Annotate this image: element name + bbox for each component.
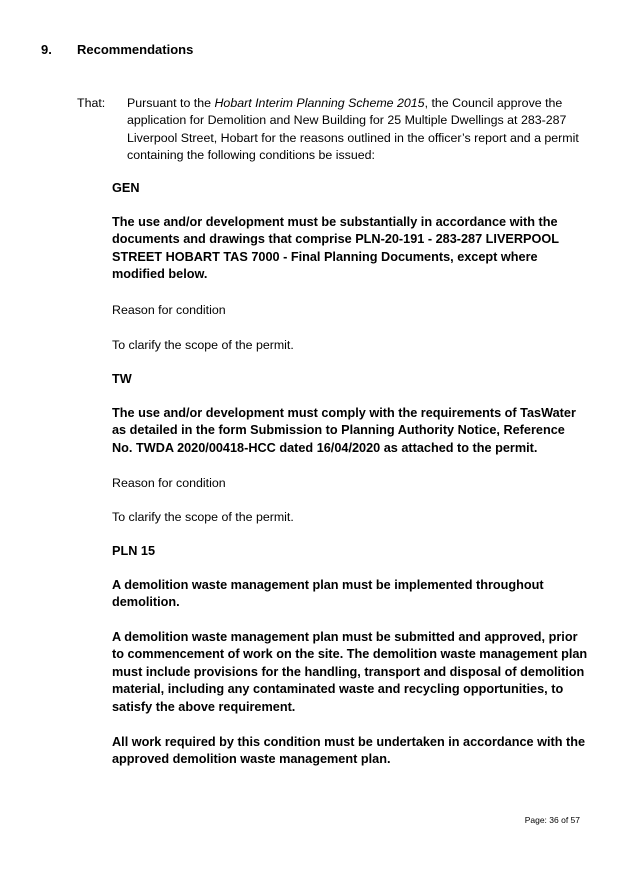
condition-text-pln15-2: A demolition waste management plan must be submitted and approved, prior to commencement of work on the site. The demolition waste management plan must include provisions for the handling, transport and disposal of demolition material, including any contaminated waste and recycling opportunities, to satisfy the above requirement. <box>112 630 588 714</box>
condition-code-gen: GEN <box>112 181 140 195</box>
resolution-label: That: <box>77 96 106 110</box>
condition-code-tw: TW <box>112 372 132 386</box>
condition-text-tw: The use and/or development must comply with the requirements of TasWater as detailed in the form Submission to Planning Authority Notice, Reference No. TWDA 2020/00418-HCC dated 16/04/2020 as attached to the permit. <box>112 406 576 455</box>
condition-text-gen: The use and/or development must be substantially in accordance with the documents and drawings that comprise PLN-20-191 - 283-287 LIVERPOOL STREET HOBART TAS 7000 - Final Planning Documents, except where modified below. <box>112 215 559 282</box>
section-number: 9. <box>41 42 52 57</box>
condition-text-pln15-1: A demolition waste management plan must be implemented throughout demolition. <box>112 578 544 610</box>
scheme-name: Hobart Interim Planning Scheme 2015 <box>214 96 425 110</box>
page-number: Page: 36 of 57 <box>524 815 580 825</box>
reason-label-gen: Reason for condition <box>112 303 226 317</box>
reason-label-tw: Reason for condition <box>112 476 226 490</box>
reason-text-gen: To clarify the scope of the permit. <box>112 338 294 352</box>
reason-text-tw: To clarify the scope of the permit. <box>112 510 294 524</box>
condition-code-pln15: PLN 15 <box>112 544 156 558</box>
intro-text-after: , the Council approve the application for Demolition and New Building for 25 Multiple Dwellings at 283-287 Liverpool Street, Hobart for the reasons outlined in the officer’s report and a permit containing the following conditions be issued: <box>127 96 579 163</box>
intro-text-before: Pursuant to the <box>127 96 215 110</box>
section-title: Recommendations <box>77 42 194 57</box>
resolution-intro <box>127 95 587 165</box>
condition-text-pln15-3: All work required by this condition must be undertaken in accordance with the approved demolition waste management plan. <box>112 735 586 767</box>
